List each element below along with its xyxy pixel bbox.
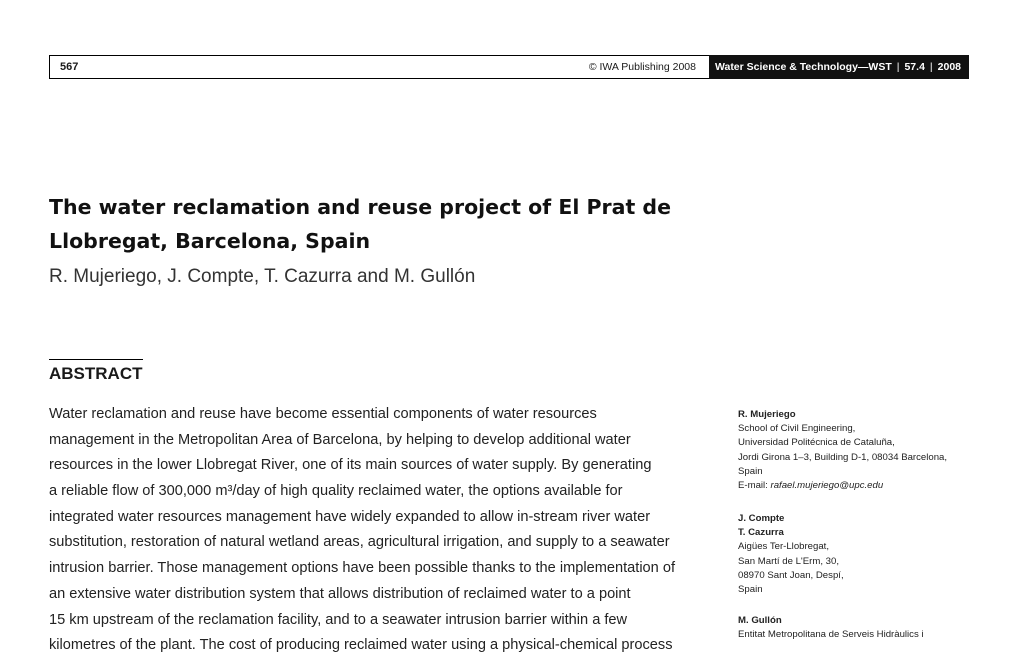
email-address: rafael.mujeriego@upc.edu <box>770 480 884 492</box>
journal-info-block <box>709 55 969 79</box>
affiliation-line: Aigües Ter-Llobregat, <box>738 541 830 553</box>
title-line: The water reclamation and reuse project of El Prat de <box>49 195 671 219</box>
abstract-line: an extensive water distribution system that allows distribution of reclaimed water to a point <box>49 585 631 602</box>
affiliation-line: Jordi Girona 1–3, Building D-1, 08034 Barcelona, <box>738 451 948 463</box>
abstract-line: integrated water resources management have widely expanded to allow in-stream river water <box>49 508 651 525</box>
abstract-line: kilometres of the plant. The cost of producing reclaimed water using a physical-chemical process <box>49 637 673 654</box>
affiliation-name: R. Mujeriego <box>738 409 796 420</box>
abstract-heading: ABSTRACT <box>49 364 143 383</box>
journal-year: 2008 <box>937 60 961 73</box>
abstract-line: substitution, restoration of natural wetland areas, agricultural irrigation, and supply to a seawater <box>49 534 670 551</box>
affiliation-mujeriego <box>738 408 947 493</box>
abstract-body <box>49 402 719 659</box>
abstract-line: resources in the lower Llobregat River, one of its main sources of water supply. By generating <box>49 457 652 474</box>
affiliation-line: Entitat Metropolitana de Serveis Hidràulics i <box>738 629 924 641</box>
title-line: Llobregat, Barcelona, Spain <box>49 229 371 253</box>
affiliation-line: 08970 Sant Joan, Despí, <box>738 569 844 581</box>
page-number: 567 <box>60 61 79 73</box>
affiliation-line: Spain <box>738 584 763 596</box>
separator: | <box>929 60 933 73</box>
author-list: R. Mujeriego, J. Compte, T. Cazurra and M. Gullón <box>49 266 476 287</box>
abstract-line: intrusion barrier. Those management options have been possible thanks to the implementation of <box>49 560 676 577</box>
affiliation-compte-cazurra <box>738 512 844 597</box>
affiliation-line: Spain <box>738 465 763 477</box>
abstract-line: Water reclamation and reuse have become essential components of water resources <box>49 406 597 422</box>
affiliation-name: T. Cazurra <box>738 527 784 539</box>
publisher-copyright: © IWA Publishing 2008 <box>588 61 696 73</box>
affiliation-line: San Martí de L'Erm, 30, <box>738 555 840 567</box>
separator: | <box>896 60 900 73</box>
affiliation-email-line <box>738 479 947 493</box>
email-label: E-mail: <box>738 480 771 492</box>
abstract-line: 15 km upstream of the reclamation facility, and to a seawater intrusion barrier within a few <box>49 611 628 628</box>
affiliation-gullon <box>738 614 924 642</box>
abstract-line: management in the Metropolitan Area of Barcelona, by helping to develop additional water <box>49 431 631 448</box>
affiliation-name: J. Compte <box>738 513 785 524</box>
affiliation-line: Universidad Politécnica de Cataluña, <box>738 437 895 449</box>
article-title <box>49 190 729 258</box>
abstract-divider <box>49 359 143 360</box>
affiliation-line: School of Civil Engineering, <box>738 423 856 435</box>
journal-name: Water Science & Technology—WST <box>714 60 892 73</box>
abstract-line: a reliable flow of 300,000 m³/day of high quality reclaimed water, the options available for <box>49 483 623 500</box>
journal-header-bar <box>49 55 969 79</box>
affiliation-name: M. Gullón <box>738 615 782 626</box>
journal-volume: 57.4 <box>904 60 925 73</box>
